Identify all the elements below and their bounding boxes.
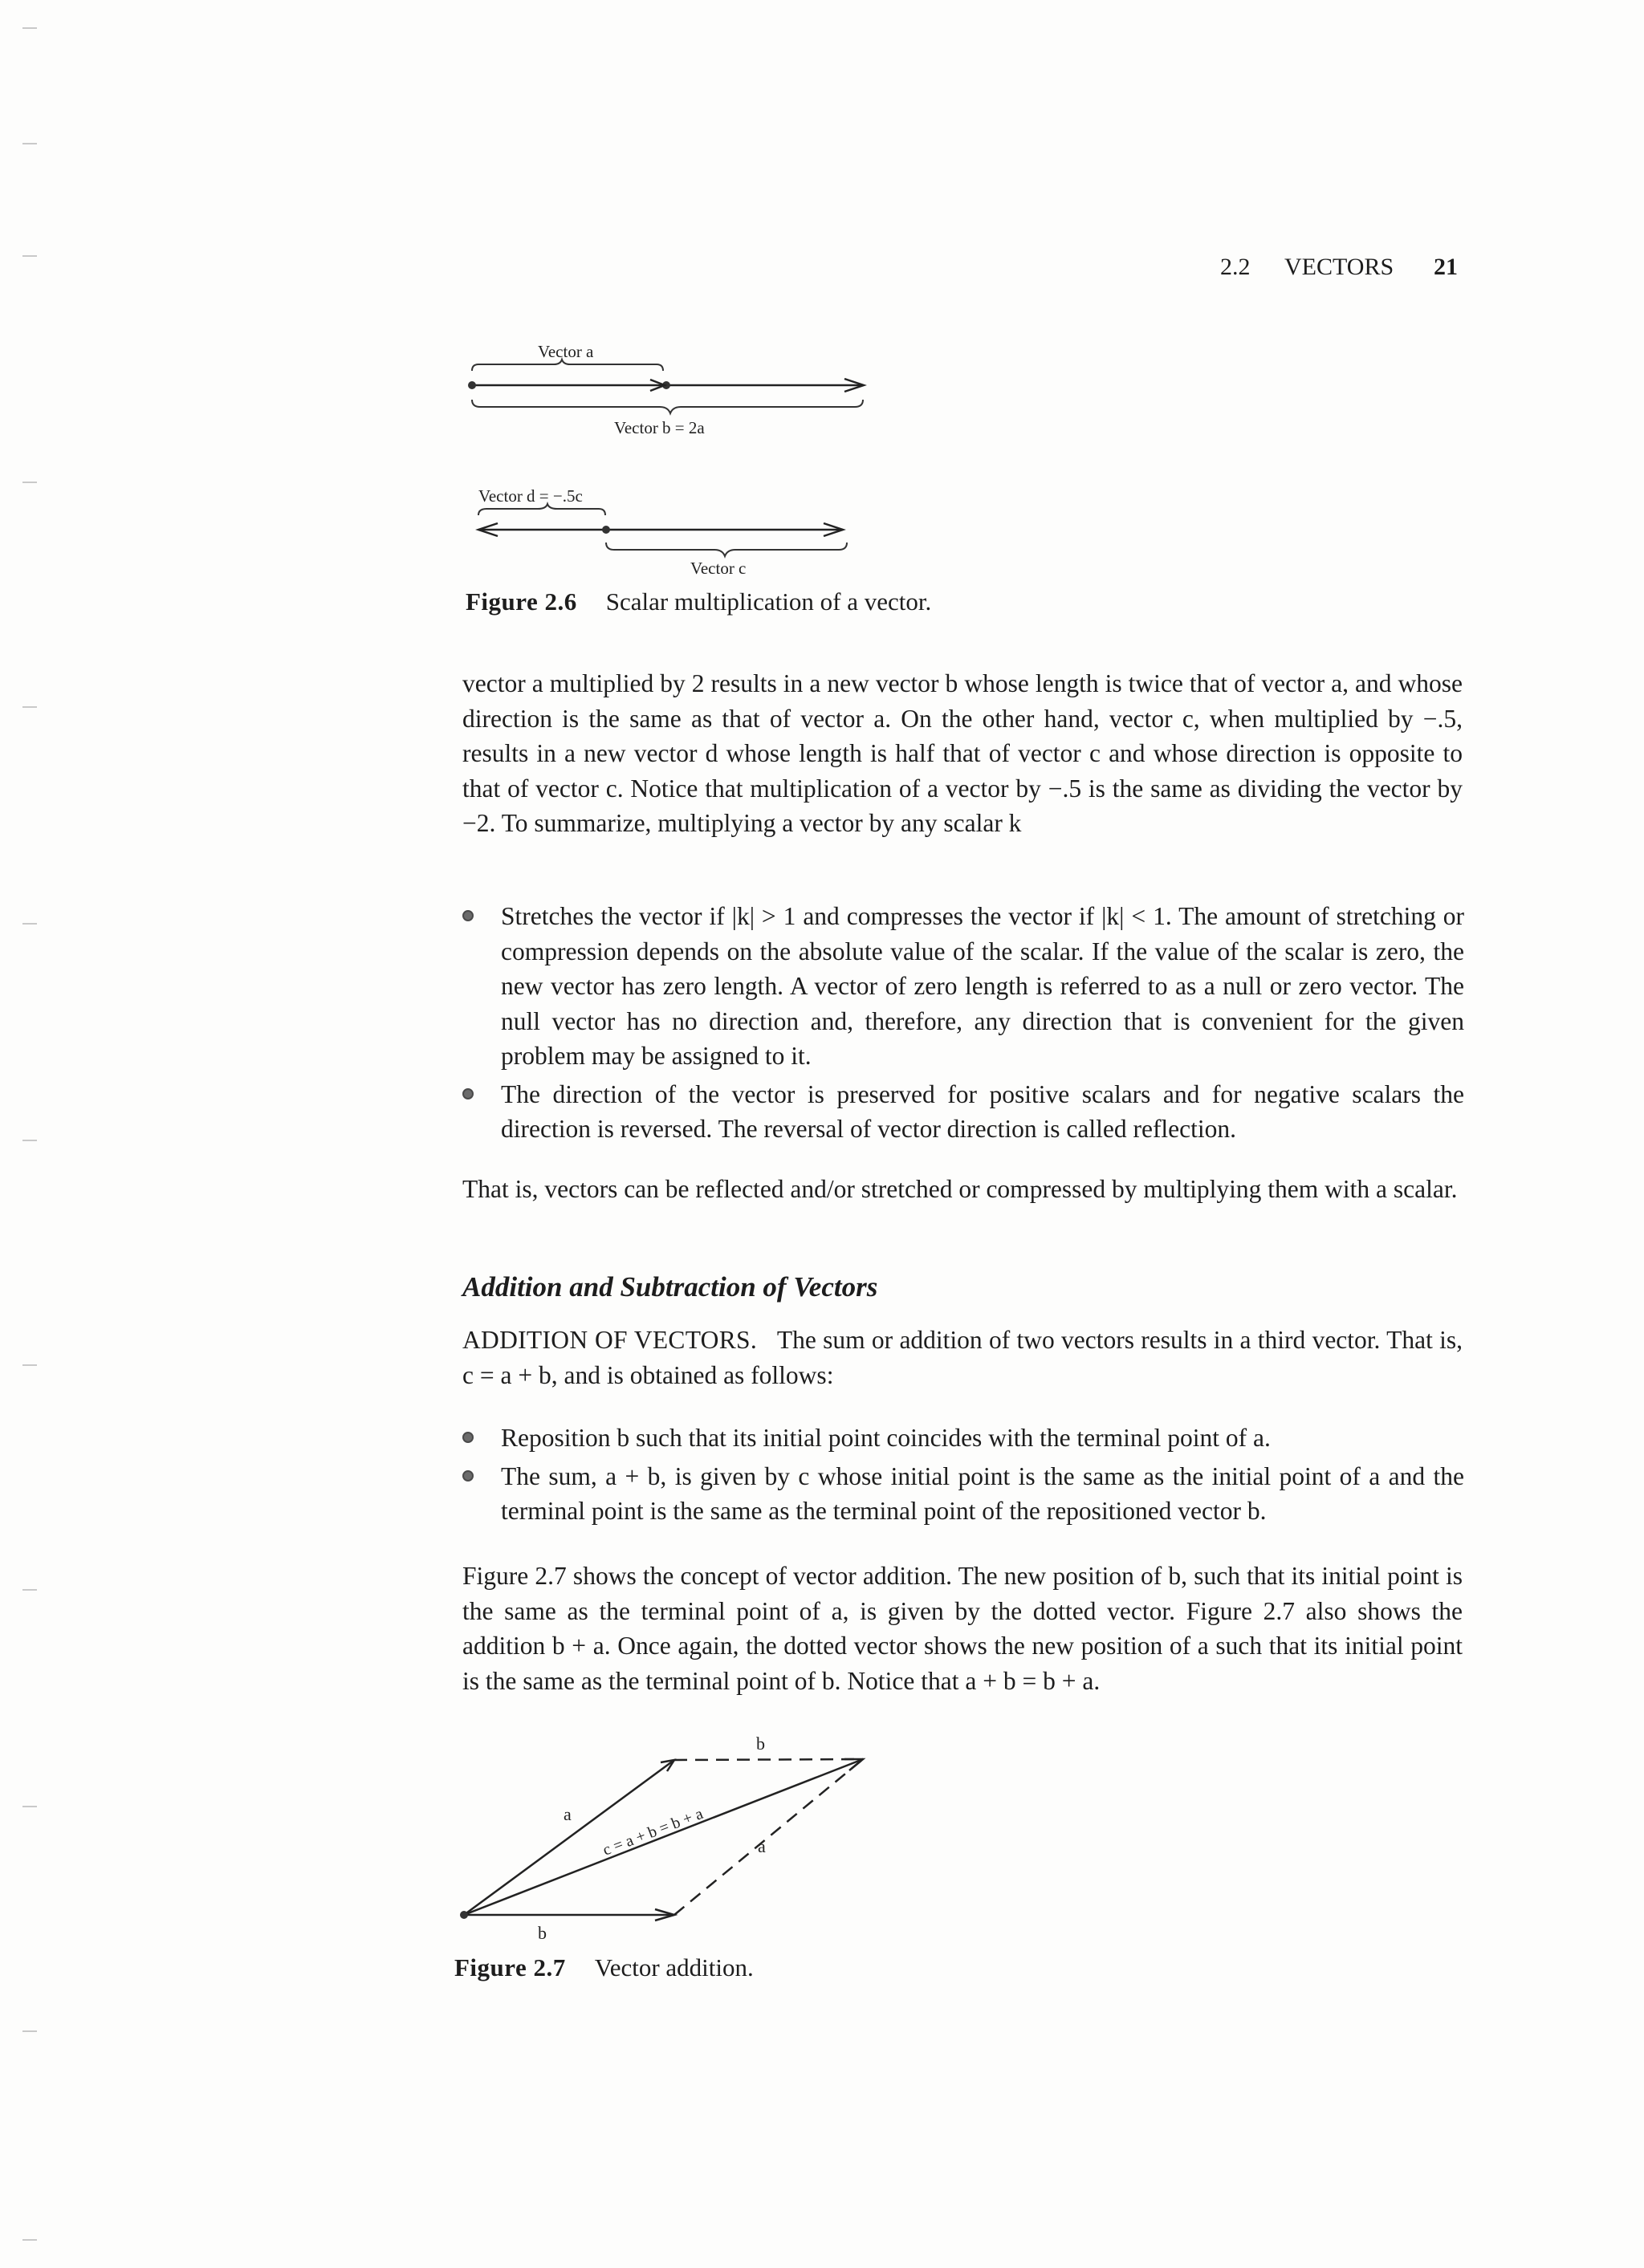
figure-2-7-number: Figure 2.7 — [454, 1953, 566, 1981]
bullet-icon — [462, 1470, 474, 1482]
vector-a-label: Vector a — [538, 342, 594, 361]
list-item-text: The direction of the vector is preserved for positive scalars and for negative scalars the direction is reversed. The reversal of vector direction is called reflection. — [501, 1079, 1464, 1143]
list-item — [459, 1077, 1464, 1147]
vector-b-brace — [472, 400, 863, 413]
label-b-top: b — [756, 1734, 765, 1754]
page-number: 21 — [1434, 254, 1458, 280]
vector-a-dotted — [674, 1759, 863, 1915]
list-item-text: The sum, a + b, is given by c whose initial point is the same as the initial point of a and the terminal point is the same as the terminal point of the repositioned vector b. — [501, 1461, 1464, 1525]
vector-d-brace — [478, 504, 605, 515]
addition-steps-list — [459, 1421, 1464, 1529]
bullet-icon — [462, 1432, 474, 1443]
list-item — [459, 899, 1464, 1074]
list-item-text: Stretches the vector if |k| > 1 and compresses the vector if |k| < 1. The amount of stretching or compression depends on the absolute value of the scalar. If the value of the scalar is zero, the new vector has zero length. A vector of zero length is referred to as a null or zero vector. The null vector has no direction and, therefore, any direction that is convenient for the given problem may be assigned to it. — [501, 902, 1464, 1070]
vector-c-origin-point — [602, 526, 610, 534]
origin-point — [460, 1911, 468, 1919]
list-item — [459, 1421, 1464, 1456]
figure-2-6-diagram — [450, 333, 899, 578]
bullet-icon — [462, 910, 474, 921]
label-b-bottom: b — [538, 1923, 547, 1942]
scan-edge-mark — [22, 1364, 37, 1366]
list-item — [459, 1459, 1464, 1529]
vector-b-dotted — [674, 1759, 863, 1760]
scan-edge-mark — [22, 923, 37, 925]
vector-b-label: Vector b = 2a — [614, 418, 705, 437]
header-section-number: 2.2 — [1220, 254, 1251, 280]
scan-edge-mark — [22, 2030, 37, 2032]
paragraph-addition-explanation: Figure 2.7 shows the concept of vector addition. The new position of b, such that its initial point is the same as the terminal point of a, is given by the dotted vector. Figure 2.7 also shows the addition b + a. Once again, the dotted vector shows the new position of a such that its initial point is the same as the terminal point of b. Notice that a + b = b + a. — [462, 1562, 1463, 1695]
label-a-right: a — [758, 1836, 766, 1856]
vector-c-label: Vector c — [690, 559, 747, 578]
scan-edge-mark — [22, 1140, 37, 1141]
vector-d-label: Vector d = −.5c — [478, 486, 583, 506]
scan-edge-mark — [22, 2239, 37, 2241]
vector-c-brace — [606, 543, 847, 556]
scan-edge-mark — [22, 1589, 37, 1591]
figure-2-6-caption — [466, 587, 931, 616]
running-header — [1220, 254, 1471, 281]
figure-2-6-caption-text: Scalar multiplication of a vector. — [605, 587, 932, 616]
figure-2-6-number: Figure 2.6 — [466, 587, 577, 616]
label-c-diagonal: c = a + b = b + a — [600, 1804, 706, 1860]
run-in-heading: ADDITION OF VECTORS. — [462, 1326, 758, 1354]
label-a-left: a — [564, 1804, 572, 1824]
figure-2-7-caption — [454, 1953, 754, 1982]
paragraph-scalar-multiplication: vector a multiplied by 2 results in a new vector b whose length is twice that of vector a, and whose direction is the same as that of vector a. On the other hand, vector c, when multiplied by −.5, results in a new vector d whose length is half that of vector c and whose direction is opposite to that of vector c. Notice that multiplication of a vector by −.5 is the same as dividing the vector by −2. To summarize, multiplying a vector by any scalar k — [462, 669, 1463, 837]
paragraph-reflection-summary: That is, vectors can be reflected and/or stretched or compressed by multiplying them with a scalar. — [462, 1175, 1458, 1203]
header-title: VECTORS — [1284, 254, 1394, 280]
bullet-icon — [462, 1088, 474, 1099]
scalar-effects-list — [459, 899, 1464, 1147]
paragraph-addition-intro — [462, 1323, 1463, 1392]
list-item-text: Reposition b such that its initial point coincides with the terminal point of a. — [501, 1424, 1271, 1452]
scan-edge-mark — [22, 1806, 37, 1807]
scan-edge-mark — [22, 255, 37, 257]
paragraph-addition-intro-text: The sum or addition of two vectors results in a third vector. That is, c = a + b, and is obtained as follows: — [462, 1326, 1463, 1389]
vector-origin-point — [468, 381, 476, 389]
scan-edge-mark — [22, 143, 37, 144]
scan-edge-mark — [22, 27, 37, 29]
section-heading: Addition and Subtraction of Vectors — [462, 1271, 878, 1303]
scan-edge-mark — [22, 482, 37, 483]
scan-edge-mark — [22, 706, 37, 708]
figure-2-7-caption-text: Vector addition. — [594, 1953, 754, 1981]
vector-a-brace — [472, 360, 663, 371]
figure-2-7-diagram — [433, 1717, 883, 1942]
